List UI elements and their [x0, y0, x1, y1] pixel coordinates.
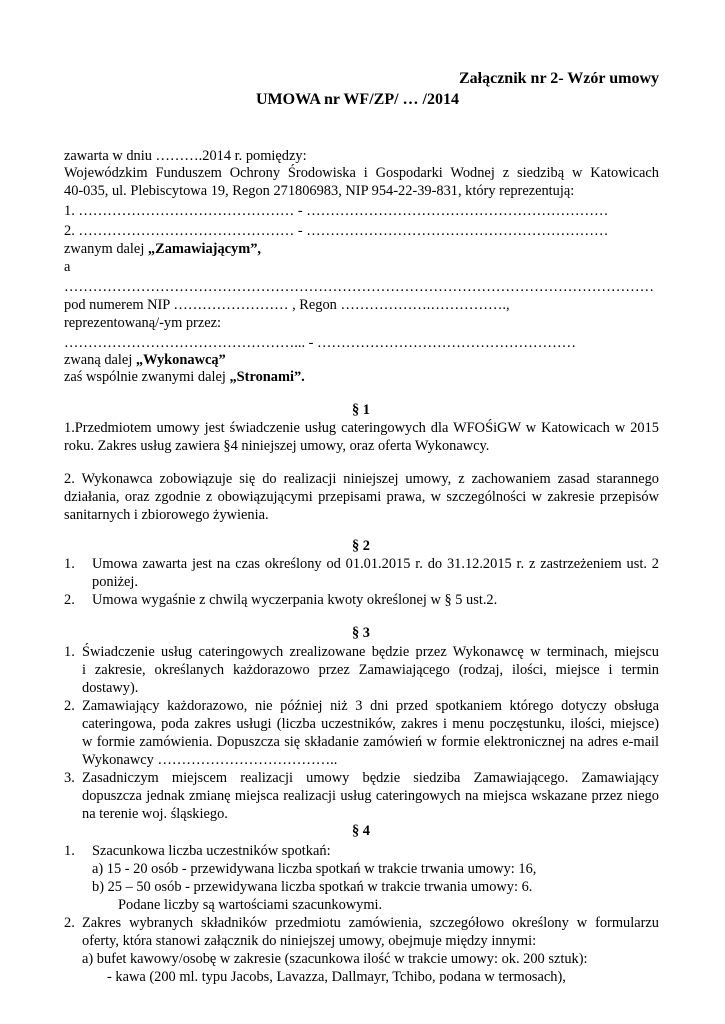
and-line: a	[64, 259, 71, 275]
section-2-item-1-number: 1.	[64, 556, 75, 572]
section-3-item-1-number: 1.	[64, 644, 75, 660]
contractor-representation-label: reprezentowaną/-ym przez:	[64, 315, 222, 331]
contract-title: UMOWA nr WF/ZP/ … /2014	[256, 91, 459, 108]
section-3-item-3-line-2: dopuszcza jednak zmianę miejsca realizacji usług cateringowych na miejsca wskazane przez niego	[82, 788, 659, 804]
section-1-heading: § 1	[352, 402, 370, 418]
section-4-item-2-line-1: Zakres wybranych składników przedmiotu zamówienia, szczegółowo określony w formularzu	[82, 915, 659, 931]
ordering-party-line: zwanym dalej „Zamawiającym”,	[64, 241, 262, 257]
section-3-item-2-line-1: Zamawiający każdorazowo, nie później niż 3 dni przed spotkaniem którego dotyczy obsługa	[82, 698, 659, 714]
section-1-p2-line-1: 2. Wykonawca zobowiązuje się do realizacji niniejszej umowy, z zachowaniem zasad starannego	[64, 471, 659, 487]
section-2-item-2-number: 2.	[64, 592, 75, 608]
section-1-p1-line-2: roku. Zakres usług zawiera §4 niniejszej umowy, oraz oferta Wykonawcy.	[64, 438, 490, 454]
contractor-nip-line: pod numerem NIP …………………… , Regon ……………….…………….,	[64, 297, 510, 313]
section-3-item-2-line-3: w formie zamówienia. Dopuszcza się składanie zamówień w formie elektronicznej na adres e-mail	[82, 734, 659, 750]
section-1-p2-line-3: sanitarnych i zbiorowego żywienia.	[64, 507, 269, 523]
section-4-item-2-line-2: oferty, która stanowi załącznik do niniejszej umowy, obejmuje między innymi:	[82, 933, 537, 949]
section-4-heading: § 4	[352, 823, 370, 839]
section-3-item-3-line-1: Zasadniczym miejscem realizacji umowy będzie siedziba Zamawiającego. Zamawiający	[82, 770, 659, 786]
section-4-item-2-sub-a-coffee: - kawa (200 ml. typu Jacobs, Lavazza, Dallmayr, Tchibo, podana w termosach),	[107, 969, 566, 985]
section-2-item-1-line-1: Umowa zawarta jest na czas określony od 01.01.2015 r. do 31.12.2015 r. z zastrzeżeniem ust. 2	[92, 556, 659, 572]
section-3-item-1-line-2: i zakresie, określanych każdorazowo przez Zamawiającego (rodzaj, ilości, miejsce i termin	[82, 662, 659, 678]
parties-address-line: 40-035, ul. Plebiscytowa 19, Regon 271806983, NIP 954-22-39-831, który reprezentują:	[64, 183, 575, 199]
section-4-item-1-note: Podane liczby są wartościami szacunkowymi.	[118, 897, 383, 913]
section-4-item-1-sub-b: b) 25 – 50 osób - przewidywana liczba spotkań w trakcie trwania umowy: 6.	[92, 879, 533, 895]
section-4-item-2-sub-a: a) bufet kawowy/osobę w zakresie (szacunkowa ilość w trakcie umowy: ok. 200 sztuk):	[82, 951, 588, 967]
section-3-item-2-number: 2.	[64, 698, 75, 714]
section-4-item-2-number: 2.	[64, 915, 75, 931]
section-3-item-3-number: 3.	[64, 770, 75, 786]
parties-fund-line: Wojewódzkim Funduszem Ochrony Środowiska i Gospodarki Wodnej z siedzibą w Katowicach	[64, 165, 659, 181]
section-2-item-1-line-2: poniżej.	[92, 574, 138, 590]
section-3-item-3-line-3: na terenie woj. śląskiego.	[82, 806, 228, 822]
representative-line-1: 1. ……………………………………… - ………………………………………………………	[64, 203, 609, 219]
section-3-heading: § 3	[352, 625, 370, 641]
representative-line-2: 2. ……………………………………… - ………………………………………………………	[64, 223, 609, 239]
section-1-p1-line-1: 1.Przedmiotem umowy jest świadczenie usług cateringowych dla WFOŚiGW w Katowicach w 2015	[64, 420, 659, 436]
section-1-p2-line-2: działania, oraz zgodnie z obowiązującymi przepisami prawa, w szczególności w zakresie przepisów	[64, 489, 659, 505]
parties-label-line: zaś wspólnie zwanymi dalej „Stronami”.	[64, 369, 305, 385]
annex-label: Załącznik nr 2- Wzór umowy	[458, 70, 659, 87]
parties-intro: zawarta w dniu ……….2014 r. pomiędzy:	[64, 148, 307, 164]
contractor-representative-line: …………………………………………... - ………………………………………………	[64, 335, 577, 351]
section-3-item-1-line-3: dostawy).	[82, 680, 139, 696]
section-4-item-1-line-1: Szacunkowa liczba uczestników spotkań:	[92, 843, 331, 859]
section-4-item-1-number: 1.	[64, 843, 75, 859]
section-2-item-2-line-1: Umowa wygaśnie z chwilą wyczerpania kwoty określonej w § 5 ust.2.	[92, 592, 498, 608]
section-4-item-1-sub-a: a) 15 - 20 osób - przewidywana liczba spotkań w trakcie trwania umowy: 16,	[92, 861, 537, 877]
contractor-label-line: zwaną dalej „Wykonawcą”	[64, 352, 226, 368]
section-2-heading: § 2	[352, 538, 370, 554]
section-3-item-2-line-2: cateringowa, poda zakres usługi (liczba uczestników, zakres i menu poczęstunku, ilości, miejsce)	[82, 716, 659, 732]
section-3-item-1-line-1: Świadczenie usług cateringowych zrealizowane będzie przez Wykonawcę w terminach, miejscu	[82, 644, 659, 660]
section-3-item-2-line-4: Wykonawcy ………………………………..	[82, 752, 338, 768]
contractor-name-line: ……………………………………………………………………………………………………………	[64, 279, 655, 295]
